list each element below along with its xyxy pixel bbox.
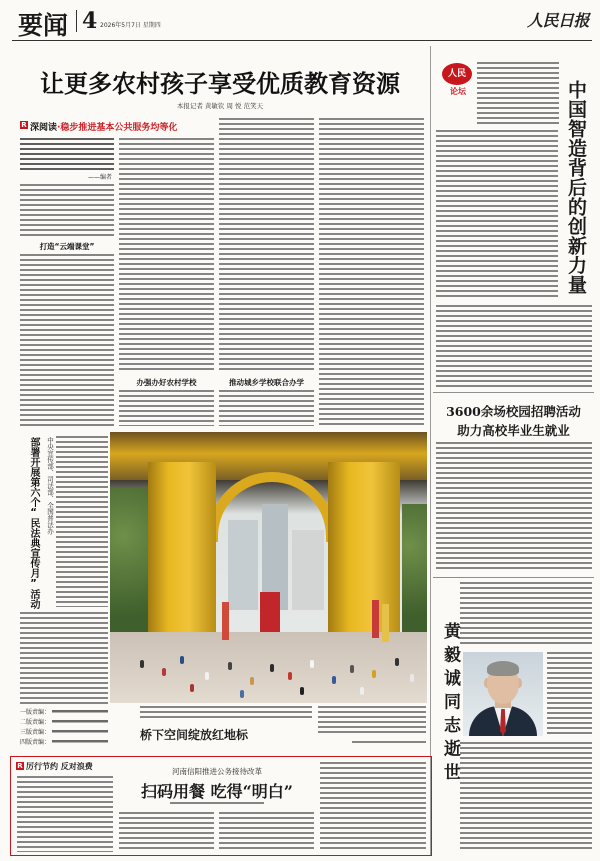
person-figure (205, 672, 209, 680)
header-rule (12, 40, 592, 41)
article-body-text (20, 254, 114, 426)
section-title: 要闻 (18, 11, 69, 40)
thrift-column-tag: 厉行节约 反对浪费 (26, 762, 93, 771)
person-figure (250, 677, 254, 685)
bridge-photo (110, 432, 427, 703)
thrift-byline (170, 802, 264, 805)
recruit-body-text (436, 442, 592, 572)
section-rule (433, 577, 594, 578)
obituary-body-text (460, 582, 592, 647)
issue-date: 2026年5月7日 星期四 (100, 22, 161, 29)
article-body-text (20, 184, 114, 237)
column-divider (430, 46, 431, 856)
editors-list (20, 708, 50, 748)
thrift-kicker: 河南信阳推进公务接待改革 (172, 767, 262, 776)
portrait-hair (487, 661, 519, 676)
person-figure (180, 656, 184, 664)
thrift-body-text (219, 812, 314, 852)
person-figure (360, 687, 364, 695)
thrift-body-text (17, 776, 113, 852)
photo-caption-text (140, 706, 312, 721)
column-heading (30, 120, 177, 133)
obituary-portrait (463, 652, 543, 736)
header-divider (76, 10, 77, 32)
bridge-pillar-left (148, 462, 216, 642)
thrift-body-text (119, 812, 214, 852)
section-rule (433, 392, 594, 393)
person-figure (300, 687, 304, 695)
column-title: ·稳步推进基本公共服务均等化 (57, 123, 178, 133)
editor-note-text (20, 138, 114, 171)
civil-code-issuers: 中央宣传部、司法部、全国普法办 (46, 437, 54, 535)
civil-code-headline: 部署开展第六个“民法典宣传月”活动 (28, 437, 39, 609)
thrift-body-text (320, 762, 426, 852)
red-landmark (260, 592, 280, 632)
page-number: 4 (82, 8, 98, 34)
person-figure (288, 672, 292, 680)
column-marker-icon (20, 121, 28, 129)
person-figure (162, 668, 166, 676)
civil-code-body-text (56, 436, 108, 607)
recruit-headline-line1: 3600余场校园招聘活动 (446, 404, 581, 419)
recruit-headline-line2: 助力高校毕业生就业 (457, 423, 570, 438)
obituary-body-text (460, 742, 592, 852)
plaza-ground (110, 632, 427, 703)
article-body-text (319, 118, 424, 426)
forum-body-text (436, 305, 592, 387)
editor-note-sign: ——编者 (88, 174, 113, 181)
subhead-rural-schools: 办强办好农村学校 (136, 378, 197, 387)
person-figure (410, 674, 414, 682)
forum-headline: 中国智造背后的创新力量 (565, 80, 587, 295)
banner (372, 600, 379, 638)
building (292, 530, 324, 610)
editor-names (52, 710, 108, 748)
bridge-pillar-right (328, 462, 400, 642)
forum-body-text (436, 130, 558, 300)
forum-logo: 人民 (442, 63, 472, 85)
subhead-joint-schooling: 推动城乡学校联合办学 (229, 378, 304, 387)
forum-logo-word: 论坛 (450, 87, 466, 96)
main-byline: 本报记者 黄敏钦 周 悦 范笑天 (176, 102, 264, 110)
civil-code-body-text (20, 612, 108, 704)
main-headline: 让更多农村孩子享受优质教育资源 (40, 69, 400, 98)
trees-right (402, 504, 427, 644)
thrift-headline: 扫码用餐 吃得“明白” (141, 782, 293, 801)
person-figure (310, 660, 314, 668)
article-body-text (219, 118, 314, 372)
article-body-text (219, 390, 314, 426)
editor-label: 四版责编： (20, 739, 51, 746)
person-figure (332, 676, 336, 684)
person-figure (228, 662, 232, 670)
editor-label: 二版责编： (20, 719, 51, 726)
obituary-headline: 黄毅诚同志逝世 (440, 622, 460, 787)
person-figure (395, 658, 399, 666)
column-marker-icon (16, 762, 24, 770)
photo-credit (352, 741, 426, 744)
person-figure (372, 670, 376, 678)
person-figure (350, 665, 354, 673)
column-tag: 深阅读 (30, 123, 58, 133)
subhead-cloud-classroom: 打造“云端课堂” (39, 242, 95, 251)
article-body-text (119, 138, 214, 372)
photo-caption-text (318, 706, 426, 736)
person-figure (270, 664, 274, 672)
masthead-logo: 人民日报 (527, 11, 590, 30)
banner (222, 602, 229, 640)
obituary-body-text (547, 652, 592, 736)
banner (382, 604, 389, 642)
person-figure (240, 690, 244, 698)
article-body-text (119, 390, 214, 426)
photo-title: 桥下空间绽放红地标 (140, 728, 249, 742)
editor-label: 三版责编： (20, 729, 51, 736)
forum-body-text (477, 62, 559, 126)
person-figure (190, 684, 194, 692)
person-figure (140, 660, 144, 668)
editor-label: 一版责编： (20, 709, 51, 716)
